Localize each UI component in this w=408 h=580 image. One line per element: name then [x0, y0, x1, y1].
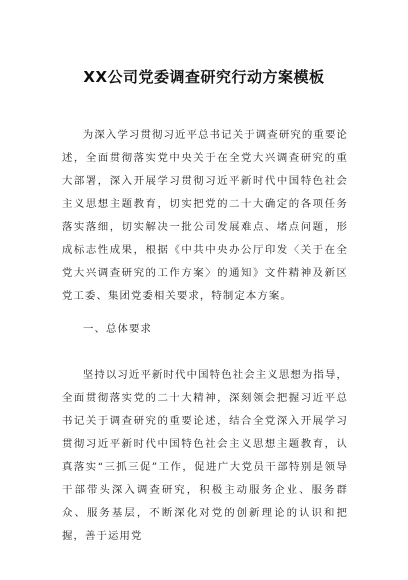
section-heading: 一、总体要求 — [83, 323, 152, 335]
document-title: XX公司党委调查研究行动方案模板 — [83, 68, 325, 86]
intro-paragraph: 为深入学习贯彻习近平总书记关于调查研究的重要论述，全面贯彻落实党中央关于在全党大兴调查研究的重大部署，深入开展学习贯彻习近平新时代中国特色社会主义思想主题教育，切实把党的二十大确定的各项任务落实落细，切实解决一批公司发展难点、堵点问题，形成标志性成果，根据《中共中央办公厅印发〈关于在全党大兴调查研究的工作方案〉的通知》文件精神及新区党工委、集团党委相关要求，特制定本方案。 — [62, 129, 348, 302]
overview-paragraph: 坚持以习近平新时代中国特色社会主义思想为指导，全面贯彻落实党的二十大精神，深刻领会把握习近平总书记关于调查研究的重要论述，结合全党深入开展学习贯彻习近平新时代中国特色社会主义思想主题教育，认真落实“三抓三促”工作，促进广大党员干部特别是领导干部带头深入调查研究，积极主动服务企业、服务群众、服务基层，不断深化对党的创新理论的认识和把握，善于运用党 — [62, 369, 348, 542]
